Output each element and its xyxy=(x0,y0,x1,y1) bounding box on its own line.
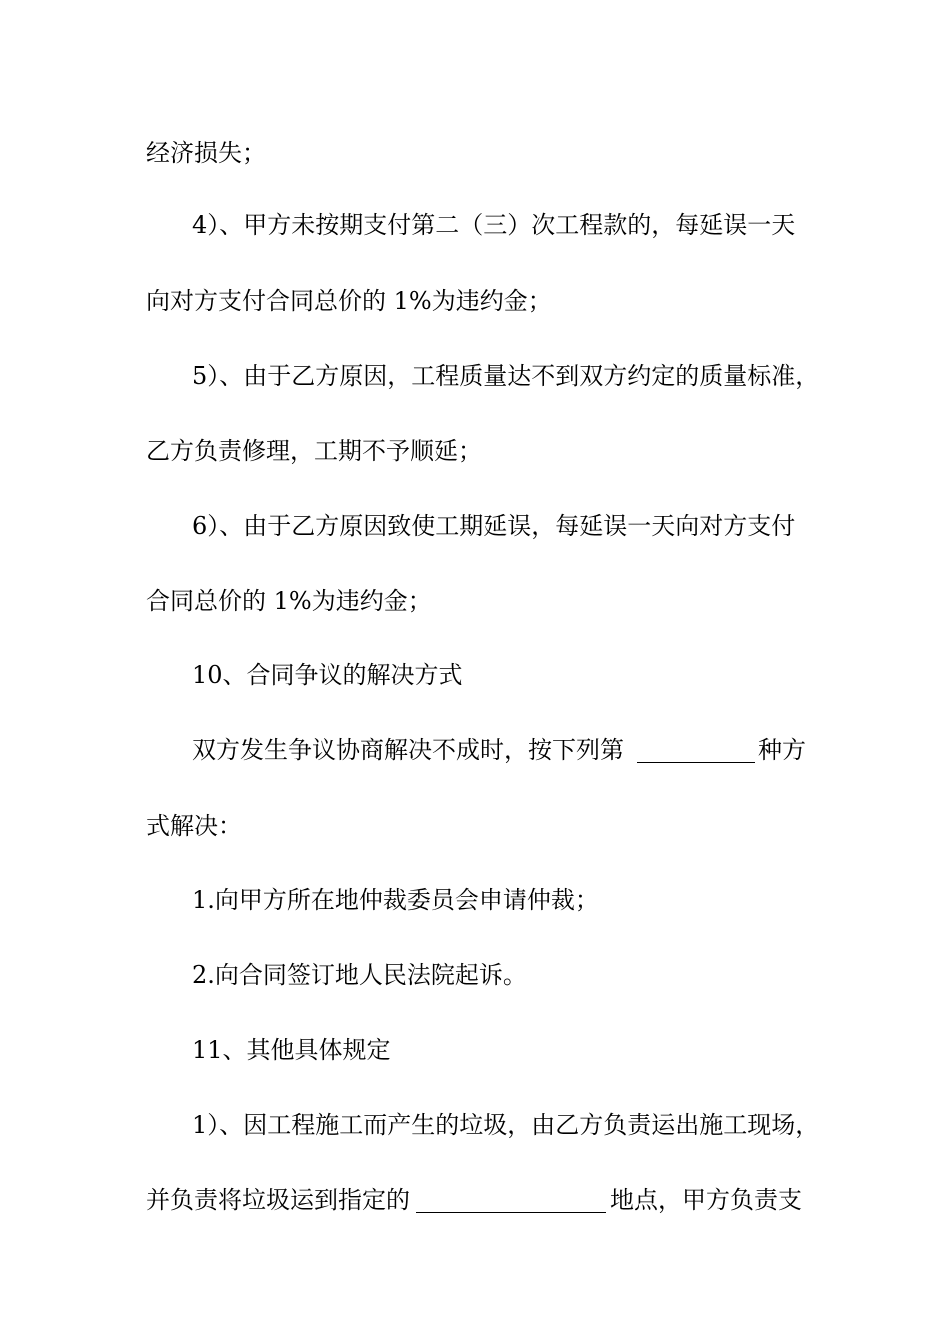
clause-5-continuation: 乙方负责修理，工期不予顺延； xyxy=(146,437,482,465)
text-line xyxy=(0,133,950,173)
option-2-litigation: 2.向合同签订地人民法院起诉。 xyxy=(192,961,527,989)
clause-4-continuation: 向对方支付合同总价的 1%为违约金； xyxy=(146,287,552,315)
text-line xyxy=(0,1030,950,1070)
clause-4-text: 4）、甲方未按期支付第二（三）次工程款的，每延误一天 xyxy=(192,211,796,239)
text-line xyxy=(0,880,950,920)
text-line xyxy=(0,730,950,770)
section-10-heading: 10、合同争议的解决方式 xyxy=(192,661,463,689)
blank-field-location[interactable] xyxy=(416,1184,606,1213)
text-line xyxy=(0,281,950,321)
blank-field-method-number[interactable] xyxy=(637,734,755,763)
text-line xyxy=(0,356,950,396)
clause-6-text: 6）、由于乙方原因致使工期延误，每延误一天向对方支付 xyxy=(192,512,796,540)
text-line xyxy=(0,1105,950,1145)
paragraph-continuation: 经济损失； xyxy=(146,139,266,167)
text-line xyxy=(0,806,950,846)
section-11-heading: 11、其他具体规定 xyxy=(192,1036,391,1064)
clause-11-1-continuation: 并负责将垃圾运到指定的 xyxy=(146,1186,410,1214)
text-line xyxy=(0,205,950,245)
text-line xyxy=(0,1180,950,1220)
text-line xyxy=(0,955,950,995)
text-line xyxy=(0,655,950,695)
clause-11-1-continuation-end: 地点，甲方负责支 xyxy=(610,1186,802,1214)
clause-6-continuation: 合同总价的 1%为违约金； xyxy=(146,587,432,615)
text-line xyxy=(0,581,950,621)
text-line xyxy=(0,506,950,546)
dispute-resolution-text: 双方发生争议协商解决不成时，按下列第 xyxy=(192,736,624,764)
clause-5-text: 5）、由于乙方原因，工程质量达不到双方约定的质量标准， xyxy=(192,362,820,390)
clause-11-1-text: 1）、因工程施工而产生的垃圾，由乙方负责运出施工现场， xyxy=(192,1111,820,1139)
dispute-resolution-continuation: 式解决： xyxy=(146,812,242,840)
text-line xyxy=(0,431,950,471)
option-1-arbitration: 1.向甲方所在地仲裁委员会申请仲裁； xyxy=(192,886,599,914)
dispute-resolution-text-end: 种方 xyxy=(758,736,806,764)
